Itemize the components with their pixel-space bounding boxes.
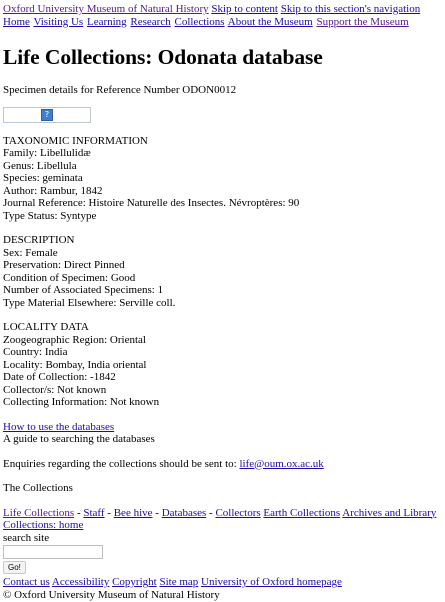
earth-collections-link[interactable]: Earth Collections [263,506,341,519]
copyright-link[interactable]: Copyright [112,576,157,588]
top-links [3,3,442,16]
nav-about[interactable]: About the Museum [227,15,313,28]
nav-visiting-us[interactable]: Visiting Us [33,15,84,28]
bee-hive-link[interactable]: Bee hive [113,506,153,519]
nav-learning[interactable]: Learning [86,15,127,28]
life-collections-link[interactable]: Life Collections [3,506,75,519]
specimen-reference: Specimen details for Reference Number ODON0012 [3,84,237,96]
copyright-text: © Oxford University Museum of Natural History [3,588,220,601]
sex-row: Sex: Female [3,246,58,259]
go-button[interactable]: Go! [3,561,26,574]
nav-home[interactable]: Home [3,15,30,28]
nav-support[interactable]: Support the Museum [316,15,409,28]
collections-heading: The Collections [3,482,73,494]
how-to-use-link[interactable]: How to use the databases [3,420,115,433]
associated-specimens-row: Number of Associated Specimens: 1 [3,284,164,296]
contact-us-link[interactable]: Contact us [3,576,50,588]
region-row: Zoogeographic Region: Oriental [3,333,146,346]
type-status-row: Type Status: Syntype [3,209,97,222]
nav-research[interactable]: Research [130,15,171,28]
email-link[interactable]: life@oum.ox.ac.uk [239,457,324,470]
staff-link[interactable]: Staff [83,506,105,519]
species-row: Species: geminata [3,172,83,184]
preservation-row: Preservation: Direct Pinned [3,259,125,271]
search-label: search site [3,531,50,544]
section-heading: LOCALITY DATA [3,321,89,333]
author-row: Author: Rambur, 1842 [3,184,103,197]
collections-home-link[interactable]: Collections: home [3,519,84,531]
type-material-row: Type Material Elsewhere: Serville coll. [3,296,176,309]
site-map-link[interactable]: Site map [159,576,199,588]
separator: - [74,506,84,519]
specimen-image-placeholder [3,107,91,123]
family-row: Family: Libellulidæ [3,147,91,159]
databases-link[interactable]: Databases [161,506,207,519]
skip-to-content-link[interactable]: Skip to content [211,3,278,15]
enquiries-text: Enquiries regarding the collections should be sent to: [3,457,240,470]
archives-library-link[interactable]: Archives and Library [342,506,437,519]
collectors-link[interactable]: Collectors [215,506,261,519]
locality-row: Locality: Bombay, India oriental [3,358,147,371]
country-row: Country: India [3,346,68,358]
search-input[interactable] [3,545,103,559]
genus-row: Genus: Libellula [3,159,77,172]
description-section [3,234,442,309]
journal-reference-row: Journal Reference: Histoire Naturelle des Insectes. Névroptères: 90 [3,197,300,209]
page-title: Life Collections: Odonata database [3,45,323,69]
enquiries [3,458,442,471]
museum-home-link[interactable]: Oxford University Museum of Natural History [3,3,209,15]
separator: - [152,506,162,519]
collecting-info-row: Collecting Information: Not known [3,396,160,408]
nav-collections[interactable]: Collections [174,15,225,28]
help-text: A guide to searching the databases [3,433,155,445]
question-mark-icon: ? [41,109,53,121]
accessibility-link[interactable]: Accessibility [51,576,110,588]
condition-row: Condition of Specimen: Good [3,271,136,284]
page [0,3,445,601]
main-nav [3,16,442,29]
oxford-homepage-link[interactable]: University of Oxford homepage [201,576,342,588]
collectors-row: Collector/s: Not known [3,383,107,396]
skip-to-navigation-link[interactable]: Skip to this section's navigation [280,3,421,15]
footer-links [3,576,442,589]
taxonomic-section [3,135,442,223]
separator: - [206,506,216,519]
separator: - [104,506,114,519]
section-heading: TAXONOMIC INFORMATION [3,134,148,147]
section-heading: DESCRIPTION [3,234,75,246]
search-form [3,532,442,575]
collection-date-row: Date of Collection: -1842 [3,371,116,383]
help-section [3,421,442,446]
collections-nav [3,507,442,532]
locality-section [3,321,442,409]
